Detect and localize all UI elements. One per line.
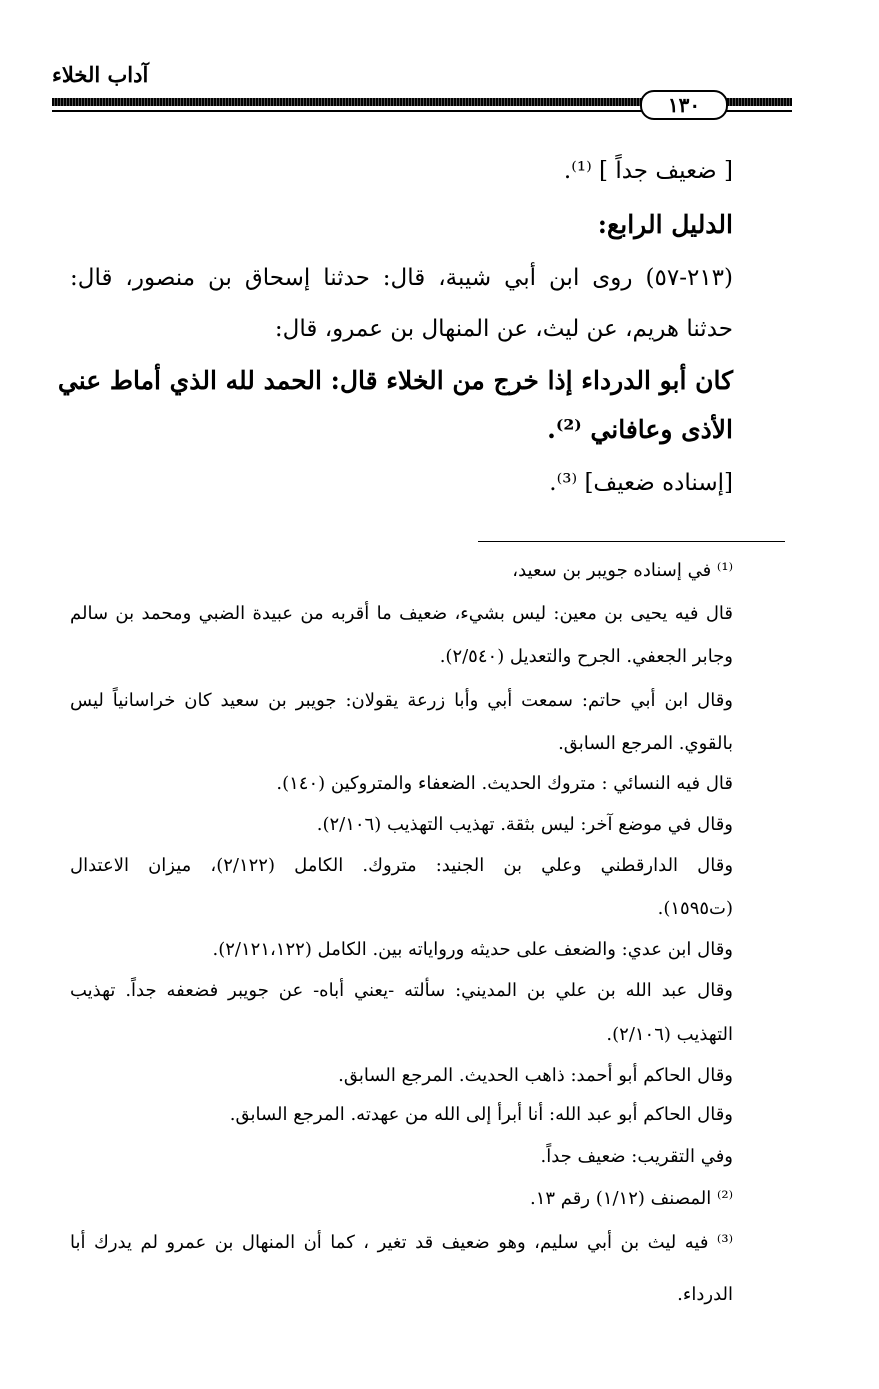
footnote-line: وجابر الجعفي. الجرح والتعديل (٢/٥٤٠). (439, 646, 733, 667)
footnote-line: قال فيه النسائي : متروك الحديث. الضعفاء والمتروكين (١٤٠). (276, 773, 733, 794)
footnote-line: ⁽¹⁾ في إسناده جويبر بن سعيد، (512, 560, 733, 581)
footnote-line: وقال ابن عدي: والضعف على حديثه ورواياته بين. الكامل (٢/١٢١،١٢٢). (212, 939, 733, 960)
footnote-line: ⁽²⁾ المصنف (١/١٢) رقم ١٣. (530, 1188, 733, 1209)
grade-line: [ ضعيف جداً ] ⁽¹⁾. (563, 158, 733, 184)
running-header-title: آداب الخلاء (52, 62, 149, 87)
section-heading: الدليل الرابع: (597, 210, 733, 239)
page-number: ١٣٠ (640, 90, 728, 120)
hadith-grade: [إسناده ضعيف] ⁽³⁾. (549, 470, 733, 496)
footnote-line: وقال الحاكم أبو أحمد: ذاهب الحديث. المرجع السابق. (338, 1065, 733, 1086)
footnote-line: وقال الحاكم أبو عبد الله: أنا أبرأ إلى الله من عهدته. المرجع السابق. (229, 1104, 733, 1125)
footnote-line: ⁽³⁾ فيه ليث بن أبي سليم، وهو ضعيف قد تغير ، كما أن المنهال بن عمرو لم يدرك أبا (70, 1232, 733, 1253)
footnote-line: وقال في موضع آخر: ليس بثقة. تهذيب التهذيب (٢/١٠٦). (316, 814, 733, 835)
hadith-isnad-line: (٢١٣-٥٧) روى ابن أبي شيبة، قال: حدثنا إسحاق بن منصور، قال: (70, 265, 734, 291)
footnote-line: وقال الدارقطني وعلي بن الجنيد: متروك. الكامل (٢/١٢٢)، ميزان الاعتدال (70, 855, 734, 876)
footnote-separator (478, 541, 785, 542)
footnote-line: (ت١٥٩٥). (657, 898, 733, 919)
footnote-line: الدرداء. (677, 1284, 733, 1305)
footnote-line: وفي التقريب: ضعيف جداً. (540, 1146, 733, 1167)
hadith-isnad-line: حدثنا هريم، عن ليث، عن المنهال بن عمرو، قال: (274, 316, 733, 342)
footnote-line: بالقوي. المرجع السابق. (558, 733, 733, 754)
hadith-matn-line: الأذى وعافاني ⁽²⁾. (547, 415, 733, 444)
footnote-line: وقال ابن أبي حاتم: سمعت أبي وأبا زرعة يقولان: جويبر بن سعيد كان خراسانياً ليس (70, 690, 733, 711)
footnote-line: وقال عبد الله بن علي بن المديني: سألته -يعني أباه- عن جويبر فضعفه جداً. تهذيب (70, 980, 733, 1001)
footnote-line: التهذيب (٢/١٠٦). (606, 1024, 733, 1045)
hadith-matn-line: كان أبو الدرداء إذا خرج من الخلاء قال: الحمد لله الذي أماط عني (57, 366, 733, 395)
footnote-line: قال فيه يحيى بن معين: ليس بشيء، ضعيف ما أقربه من عبيدة الضبي ومحمد بن سالم (70, 603, 733, 624)
